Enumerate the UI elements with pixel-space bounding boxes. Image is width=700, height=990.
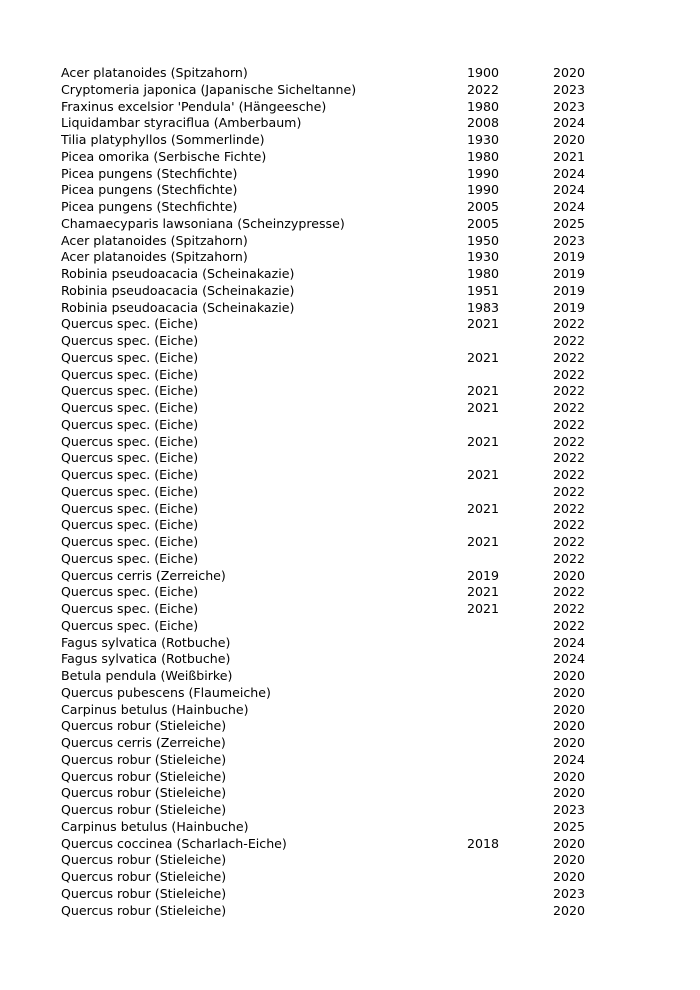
table-row: [61, 852, 591, 869]
table-row: [61, 233, 591, 250]
species-name-cell: Quercus spec. (Eiche): [61, 349, 199, 365]
species-name-cell: Quercus robur (Stieleiche): [61, 718, 227, 734]
species-name-cell: Carpinus betulus (Hainbuche): [61, 701, 249, 717]
table-row: [61, 434, 591, 451]
species-name-cell: Quercus robur (Stieleiche): [61, 785, 227, 801]
species-name-cell: Quercus spec. (Eiche): [61, 416, 199, 432]
year-b-cell: 2020: [553, 785, 586, 801]
year-b-cell: 2019: [553, 282, 586, 298]
year-b-cell: 2022: [553, 534, 586, 549]
year-a-cell: 2021: [467, 400, 500, 415]
year-b-cell: 2020: [553, 869, 586, 884]
year-b-cell: 2022: [553, 517, 586, 533]
table-row: [61, 534, 591, 551]
table-row: [61, 903, 591, 920]
species-name-cell: Quercus spec. (Eiche): [61, 450, 199, 466]
year-b-cell: 2025: [553, 818, 586, 834]
table-row: [61, 651, 591, 668]
year-b-cell: 2024: [553, 165, 586, 181]
year-b-cell: 2024: [553, 182, 586, 198]
table-row: [61, 685, 591, 702]
year-a-cell: [467, 769, 553, 786]
species-name-cell: Acer platanoides (Spitzahorn): [61, 232, 248, 248]
table-row: [61, 484, 591, 501]
year-b-cell: 2022: [553, 467, 586, 482]
species-name-cell: Quercus robur (Stieleiche): [61, 902, 227, 918]
year-a-cell: [467, 517, 553, 534]
table-row: [61, 300, 591, 317]
year-a-cell: [467, 869, 553, 886]
species-name-cell: Quercus cerris (Zerreiche): [61, 567, 226, 583]
species-name-cell: Quercus robur (Stieleiche): [61, 802, 227, 817]
species-name-cell: Chamaecyparis lawsoniana (Scheinzypresse): [61, 215, 345, 231]
year-b-cell: 2022: [553, 316, 586, 332]
year-a-cell: 1930: [467, 132, 500, 147]
year-a-cell: [467, 417, 553, 434]
year-b-cell: 2022: [553, 450, 586, 466]
year-a-cell: 2021: [467, 383, 500, 399]
species-name-cell: Quercus spec. (Eiche): [61, 333, 199, 348]
year-a-cell: [467, 718, 553, 735]
year-a-cell: [467, 852, 553, 869]
species-name-cell: Quercus coccinea (Scharlach-Eiche): [61, 835, 287, 851]
year-b-cell: 2022: [553, 584, 586, 600]
year-a-cell: 1900: [467, 65, 500, 80]
table-row: [61, 769, 591, 786]
year-b-cell: 2024: [553, 199, 586, 214]
year-b-cell: 2022: [553, 601, 586, 616]
table-row: [61, 635, 591, 652]
year-a-cell: 2021: [467, 534, 500, 549]
year-a-cell: [467, 333, 553, 350]
year-b-cell: 2022: [553, 433, 586, 449]
species-name-cell: Quercus robur (Stieleiche): [61, 852, 227, 868]
year-b-cell: 2019: [553, 249, 586, 265]
year-b-cell: 2022: [553, 416, 586, 432]
year-b-cell: 2020: [553, 65, 586, 80]
year-b-cell: 2023: [553, 98, 586, 114]
table-row: [61, 316, 591, 333]
table-row: [61, 802, 591, 819]
table-row: [61, 249, 591, 266]
year-b-cell: 2020: [553, 132, 586, 147]
species-name-cell: Quercus spec. (Eiche): [61, 366, 199, 382]
species-name-cell: Betula pendula (Weißbirke): [61, 668, 233, 683]
species-name-cell: Acer platanoides (Spitzahorn): [61, 249, 248, 265]
species-name-cell: Quercus robur (Stieleiche): [61, 751, 227, 767]
species-name-cell: Liquidambar styraciflua (Amberbaum): [61, 115, 302, 131]
year-a-cell: 1990: [467, 165, 500, 181]
year-b-cell: 2022: [553, 366, 586, 382]
species-name-cell: Acer platanoides (Spitzahorn): [61, 65, 248, 80]
table-row: [61, 149, 591, 166]
year-b-cell: 2022: [553, 383, 586, 399]
year-a-cell: 1950: [467, 232, 500, 248]
table-row: [61, 752, 591, 769]
year-a-cell: [467, 702, 553, 719]
species-name-cell: Tilia platyphyllos (Sommerlinde): [61, 132, 265, 147]
table-row: [61, 216, 591, 233]
year-a-cell: [467, 450, 553, 467]
species-name-cell: Robinia pseudoacacia (Scheinakazie): [61, 266, 295, 281]
table-row: [61, 568, 591, 585]
year-b-cell: 2023: [553, 232, 586, 248]
year-a-cell: [467, 618, 553, 635]
year-a-cell: 2021: [467, 500, 500, 516]
year-a-cell: 2021: [467, 467, 500, 482]
year-b-cell: 2022: [553, 333, 586, 348]
year-a-cell: [467, 685, 553, 702]
year-b-cell: 2020: [553, 735, 586, 750]
year-b-cell: 2020: [553, 718, 586, 734]
species-name-cell: Quercus spec. (Eiche): [61, 383, 199, 399]
year-b-cell: 2022: [553, 550, 586, 566]
year-b-cell: 2023: [553, 802, 586, 817]
species-name-cell: Quercus spec. (Eiche): [61, 483, 199, 499]
year-b-cell: 2020: [553, 684, 586, 700]
table-row: [61, 584, 591, 601]
year-a-cell: [467, 886, 553, 903]
year-a-cell: 1990: [467, 182, 500, 198]
year-b-cell: 2020: [553, 852, 586, 868]
year-a-cell: 2022: [467, 81, 500, 97]
year-a-cell: [467, 484, 553, 501]
table-row: [61, 266, 591, 283]
year-a-cell: 2008: [467, 115, 500, 131]
table-row: [61, 450, 591, 467]
year-b-cell: 2019: [553, 266, 586, 281]
year-b-cell: 2020: [553, 902, 586, 918]
species-name-cell: Picea pungens (Stechfichte): [61, 199, 238, 214]
table-row: [61, 283, 591, 300]
year-b-cell: 2020: [553, 835, 586, 851]
species-name-cell: Quercus spec. (Eiche): [61, 517, 199, 533]
table-row: [61, 132, 591, 149]
year-b-cell: 2023: [553, 81, 586, 97]
species-name-cell: Robinia pseudoacacia (Scheinakazie): [61, 282, 295, 298]
table-row: [61, 166, 591, 183]
species-name-cell: Quercus spec. (Eiche): [61, 550, 199, 566]
table-row: [61, 350, 591, 367]
species-name-cell: Carpinus betulus (Hainbuche): [61, 818, 249, 834]
year-a-cell: 2021: [467, 601, 500, 616]
year-b-cell: 2020: [553, 768, 586, 784]
year-b-cell: 2022: [553, 617, 586, 633]
species-name-cell: Picea omorika (Serbische Fichte): [61, 148, 267, 164]
year-a-cell: [467, 735, 553, 752]
tree-table: [61, 65, 591, 919]
species-name-cell: Fraxinus excelsior 'Pendula' (Hängeesche): [61, 98, 327, 114]
year-a-cell: 2019: [467, 567, 500, 583]
year-b-cell: 2024: [553, 634, 586, 650]
species-name-cell: Quercus spec. (Eiche): [61, 316, 199, 332]
year-a-cell: 2021: [467, 584, 500, 600]
species-name-cell: Quercus spec. (Eiche): [61, 467, 199, 482]
year-a-cell: 2021: [467, 433, 500, 449]
species-name-cell: Quercus spec. (Eiche): [61, 400, 199, 415]
table-row: [61, 601, 591, 618]
species-name-cell: Fagus sylvatica (Rotbuche): [61, 651, 231, 667]
year-b-cell: 2020: [553, 668, 586, 683]
year-b-cell: 2023: [553, 885, 586, 901]
table-row: [61, 115, 591, 132]
year-a-cell: [467, 367, 553, 384]
year-a-cell: 1980: [467, 266, 500, 281]
year-a-cell: [467, 551, 553, 568]
year-a-cell: 2021: [467, 349, 500, 365]
year-a-cell: 1983: [467, 299, 500, 315]
table-row: [61, 869, 591, 886]
table-row: [61, 517, 591, 534]
species-name-cell: Quercus spec. (Eiche): [61, 584, 199, 600]
species-name-cell: Picea pungens (Stechfichte): [61, 165, 238, 181]
year-b-cell: 2021: [553, 148, 586, 164]
year-a-cell: [467, 785, 553, 802]
table-row: [61, 400, 591, 417]
species-name-cell: Quercus pubescens (Flaumeiche): [61, 684, 271, 700]
year-a-cell: [467, 903, 553, 920]
species-name-cell: Quercus spec. (Eiche): [61, 617, 199, 633]
table-row: [61, 618, 591, 635]
species-name-cell: Cryptomeria japonica (Japanische Sicheltanne): [61, 81, 357, 97]
species-name-cell: Picea pungens (Stechfichte): [61, 182, 238, 198]
table-row: [61, 82, 591, 99]
year-b-cell: 2020: [553, 701, 586, 717]
species-name-cell: Fagus sylvatica (Rotbuche): [61, 634, 231, 650]
species-name-cell: Quercus spec. (Eiche): [61, 601, 199, 616]
species-name-cell: Quercus robur (Stieleiche): [61, 768, 227, 784]
year-a-cell: [467, 651, 553, 668]
table-row: [61, 417, 591, 434]
table-row: [61, 819, 591, 836]
table-row: [61, 702, 591, 719]
year-a-cell: 2005: [467, 215, 500, 231]
table-row: [61, 836, 591, 853]
table-row: [61, 65, 591, 82]
year-b-cell: 2022: [553, 400, 586, 415]
table-row: [61, 467, 591, 484]
year-b-cell: 2022: [553, 500, 586, 516]
species-name-cell: Quercus spec. (Eiche): [61, 534, 199, 549]
year-b-cell: 2024: [553, 115, 586, 131]
table-row: [61, 785, 591, 802]
species-name-cell: Quercus spec. (Eiche): [61, 500, 199, 516]
table-row: [61, 383, 591, 400]
table-row: [61, 735, 591, 752]
year-b-cell: 2025: [553, 215, 586, 231]
year-a-cell: [467, 802, 553, 819]
year-b-cell: 2019: [553, 299, 586, 315]
year-a-cell: 1980: [467, 148, 500, 164]
table-row: [61, 886, 591, 903]
species-name-cell: Quercus robur (Stieleiche): [61, 885, 227, 901]
year-a-cell: [467, 635, 553, 652]
table-row: [61, 668, 591, 685]
species-name-cell: Quercus robur (Stieleiche): [61, 869, 227, 884]
year-b-cell: 2022: [553, 483, 586, 499]
year-b-cell: 2022: [553, 349, 586, 365]
year-b-cell: 2024: [553, 651, 586, 667]
year-b-cell: 2020: [553, 567, 586, 583]
year-a-cell: [467, 819, 553, 836]
table-row: [61, 551, 591, 568]
table-row: [61, 501, 591, 518]
table-row: [61, 182, 591, 199]
species-name-cell: Quercus spec. (Eiche): [61, 433, 199, 449]
year-a-cell: 2018: [467, 835, 500, 851]
year-a-cell: [467, 668, 553, 685]
table-row: [61, 99, 591, 116]
table-row: [61, 718, 591, 735]
table-row: [61, 333, 591, 350]
species-name-cell: Robinia pseudoacacia (Scheinakazie): [61, 299, 295, 315]
year-b-cell: 2024: [553, 751, 586, 767]
year-a-cell: 2021: [467, 316, 500, 332]
year-a-cell: 2005: [467, 199, 500, 214]
year-a-cell: [467, 752, 553, 769]
table-row: [61, 367, 591, 384]
table-row: [61, 199, 591, 216]
year-a-cell: 1980: [467, 98, 500, 114]
year-a-cell: 1951: [467, 282, 500, 298]
year-a-cell: 1930: [467, 249, 500, 265]
species-name-cell: Quercus cerris (Zerreiche): [61, 735, 226, 750]
